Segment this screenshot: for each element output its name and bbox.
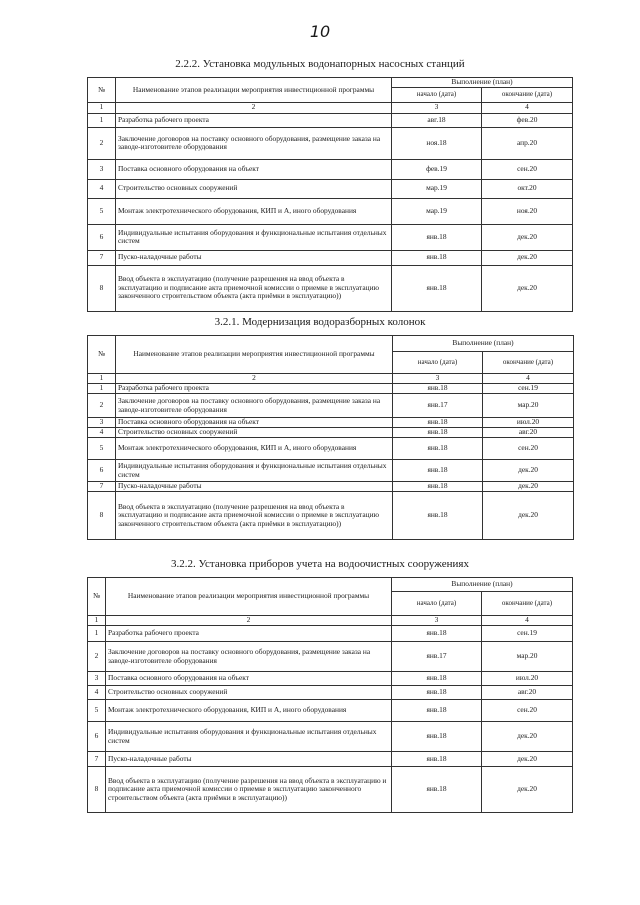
end-date: авг.20: [482, 686, 573, 700]
row-number: 4: [88, 686, 106, 700]
row-number: 8: [88, 767, 106, 813]
end-date: дек.20: [482, 752, 573, 767]
stage-name: Индивидуальные испытания оборудования и функциональные испытания отдельных систем: [116, 460, 393, 482]
table-row: [88, 428, 574, 438]
row-number: 1: [88, 626, 106, 642]
row-number: 1: [88, 384, 116, 394]
start-date: янв.18: [393, 482, 483, 492]
end-date: окт.20: [482, 179, 573, 198]
index-row: [88, 374, 574, 384]
start-date: янв.18: [392, 686, 482, 700]
table-row: [88, 394, 574, 418]
row-number: 3: [88, 159, 116, 179]
end-date: сен.19: [482, 626, 573, 642]
index-row: [88, 102, 573, 113]
stage-name: Ввод объекта в эксплуатацию (получение разрешения на ввод объекта в эксплуатацию и подписание акта приемочной комиссии о приемке в эксплуатацию законченного строительством объекта (акта приёмки в эксплуатацию)): [106, 767, 392, 813]
table-row: [88, 626, 573, 642]
stage-name: Строительство основных сооружений: [106, 686, 392, 700]
end-date: авг.20: [483, 428, 574, 438]
stage-name: Заключение договоров на поставку основного оборудования, размещение заказа на заводе-изготовителе оборудования: [116, 127, 392, 159]
index-cell: 1: [88, 374, 116, 384]
table-row: [88, 198, 573, 224]
start-date: авг.18: [392, 113, 482, 127]
index-cell: 4: [483, 374, 574, 384]
table-row: [88, 250, 573, 265]
header-stage-name: Наименование этапов реализации мероприятия инвестиционной программы: [106, 578, 392, 616]
index-row: [88, 616, 573, 626]
stage-name: Индивидуальные испытания оборудования и функциональные испытания отдельных систем: [106, 722, 392, 752]
end-date: дек.20: [483, 460, 574, 482]
end-date: мар.20: [482, 642, 573, 672]
end-date: дек.20: [482, 767, 573, 813]
index-cell: 2: [116, 102, 392, 113]
table-row: [88, 224, 573, 250]
table-row: [88, 265, 573, 311]
table-row: [88, 752, 573, 767]
table-row: [88, 642, 573, 672]
start-date: янв.18: [392, 767, 482, 813]
end-date: фев.20: [482, 113, 573, 127]
index-cell: 1: [88, 102, 116, 113]
start-date: янв.17: [392, 642, 482, 672]
table-row: [88, 179, 573, 198]
start-date: янв.18: [392, 672, 482, 686]
header-number: №: [88, 578, 106, 616]
start-date: янв.18: [392, 626, 482, 642]
row-number: 7: [88, 752, 106, 767]
header-plan: Выполнение (план): [392, 78, 573, 88]
start-date: ноя.18: [392, 127, 482, 159]
start-date: фев.19: [392, 159, 482, 179]
header-plan: Выполнение (план): [392, 578, 573, 592]
table-row: [88, 127, 573, 159]
end-date: сен.19: [483, 384, 574, 394]
table-row: [88, 492, 574, 540]
row-number: 5: [88, 438, 116, 460]
index-cell: 1: [88, 616, 106, 626]
stage-name: Разработка рабочего проекта: [116, 113, 392, 127]
row-number: 7: [88, 482, 116, 492]
section-title: 3.2.1. Модернизация водоразборных колонок: [214, 316, 426, 328]
start-date: янв.18: [392, 250, 482, 265]
start-date: янв.18: [392, 722, 482, 752]
row-number: 1: [88, 113, 116, 127]
page-number: 10: [309, 22, 331, 41]
stage-name: Разработка рабочего проекта: [106, 626, 392, 642]
end-date: дек.20: [482, 265, 573, 311]
end-date: сен.20: [483, 438, 574, 460]
table-row: [88, 722, 573, 752]
stage-name: Строительство основных сооружений: [116, 179, 392, 198]
end-date: апр.20: [482, 127, 573, 159]
stage-name: Ввод объекта в эксплуатацию (получение разрешения на ввод объекта в эксплуатацию и подписание акта приемочной комиссии о приемке в эксплуатацию законченного строительством объекта (акта приёмки в эксплуатацию)): [116, 492, 393, 540]
stage-name: Поставка основного оборудования на объект: [116, 159, 392, 179]
header-number: №: [88, 78, 116, 103]
stage-name: Монтаж электротехнического оборудования, КИП и А, иного оборудования: [116, 438, 393, 460]
row-number: 7: [88, 250, 116, 265]
row-number: 2: [88, 127, 116, 159]
start-date: янв.18: [393, 418, 483, 428]
stage-name: Пуско-наладочные работы: [116, 250, 392, 265]
stage-name: Заключение договоров на поставку основного оборудования, размещение заказа на заводе-изготовителе оборудования: [106, 642, 392, 672]
start-date: янв.18: [392, 224, 482, 250]
start-date: янв.18: [392, 752, 482, 767]
section-title: 2.2.2. Установка модульных водонапорных насосных станций: [175, 58, 465, 70]
header-number: №: [88, 336, 116, 374]
stage-name: Монтаж электротехнического оборудования, КИП и А, иного оборудования: [116, 198, 392, 224]
table-row: [88, 686, 573, 700]
stage-name: Монтаж электротехнического оборудования, КИП и А, иного оборудования: [106, 700, 392, 722]
schedule-table: [87, 77, 573, 312]
row-number: 6: [88, 460, 116, 482]
end-date: июл.20: [482, 672, 573, 686]
row-number: 4: [88, 179, 116, 198]
header-start: начало (дата): [392, 87, 482, 102]
header-stage-name: Наименование этапов реализации мероприятия инвестиционной программы: [116, 336, 393, 374]
stage-name: Пуско-наладочные работы: [116, 482, 393, 492]
row-number: 5: [88, 198, 116, 224]
stage-name: Заключение договоров на поставку основного оборудования, размещение заказа на заводе-изготовителе оборудования: [116, 394, 393, 418]
stage-name: Поставка основного оборудования на объект: [116, 418, 393, 428]
end-date: дек.20: [482, 224, 573, 250]
stage-name: Пуско-наладочные работы: [106, 752, 392, 767]
header-end: окончание (дата): [482, 592, 573, 616]
header-plan: Выполнение (план): [393, 336, 574, 352]
start-date: янв.18: [392, 700, 482, 722]
index-cell: 2: [106, 616, 392, 626]
index-cell: 2: [116, 374, 393, 384]
row-number: 3: [88, 672, 106, 686]
start-date: янв.17: [393, 394, 483, 418]
end-date: сен.20: [482, 700, 573, 722]
stage-name: Строительство основных сооружений: [116, 428, 393, 438]
table-row: [88, 482, 574, 492]
table-row: [88, 438, 574, 460]
end-date: сен.20: [482, 159, 573, 179]
row-number: 2: [88, 394, 116, 418]
schedule-table: [87, 335, 574, 540]
row-number: 8: [88, 265, 116, 311]
table-row: [88, 418, 574, 428]
start-date: мар.19: [392, 198, 482, 224]
row-number: 8: [88, 492, 116, 540]
stage-name: Поставка основного оборудования на объект: [106, 672, 392, 686]
start-date: янв.18: [393, 428, 483, 438]
header-end: окончание (дата): [482, 87, 573, 102]
table-row: [88, 113, 573, 127]
end-date: дек.20: [483, 492, 574, 540]
index-cell: 3: [393, 374, 483, 384]
index-cell: 3: [392, 616, 482, 626]
end-date: ноя.20: [482, 198, 573, 224]
schedule-table: [87, 577, 573, 813]
table-row: [88, 460, 574, 482]
row-number: 2: [88, 642, 106, 672]
stage-name: Индивидуальные испытания оборудования и функциональные испытания отдельных систем: [116, 224, 392, 250]
stage-name: Разработка рабочего проекта: [116, 384, 393, 394]
end-date: мар.20: [483, 394, 574, 418]
start-date: янв.18: [393, 460, 483, 482]
row-number: 6: [88, 224, 116, 250]
row-number: 5: [88, 700, 106, 722]
end-date: дек.20: [482, 250, 573, 265]
start-date: мар.19: [392, 179, 482, 198]
start-date: янв.18: [393, 438, 483, 460]
table-row: [88, 672, 573, 686]
section-title: 3.2.2. Установка приборов учета на водоочистных сооружениях: [171, 558, 469, 570]
header-stage-name: Наименование этапов реализации мероприятия инвестиционной программы: [116, 78, 392, 103]
index-cell: 3: [392, 102, 482, 113]
row-number: 4: [88, 428, 116, 438]
header-start: начало (дата): [392, 592, 482, 616]
index-cell: 4: [482, 616, 573, 626]
header-start: начало (дата): [393, 352, 483, 374]
row-number: 3: [88, 418, 116, 428]
table-row: [88, 767, 573, 813]
table-row: [88, 384, 574, 394]
table-row: [88, 700, 573, 722]
header-end: окончание (дата): [483, 352, 574, 374]
index-cell: 4: [482, 102, 573, 113]
start-date: янв.18: [393, 384, 483, 394]
end-date: дек.20: [483, 482, 574, 492]
start-date: янв.18: [393, 492, 483, 540]
table-row: [88, 159, 573, 179]
end-date: дек.20: [482, 722, 573, 752]
row-number: 6: [88, 722, 106, 752]
end-date: июл.20: [483, 418, 574, 428]
stage-name: Ввод объекта в эксплуатацию (получение разрешения на ввод объекта в эксплуатацию и подписание акта приемочной комиссии о приемке в эксплуатацию законченного строительством объекта (акта приёмки в эксплуатацию)): [116, 265, 392, 311]
start-date: янв.18: [392, 265, 482, 311]
